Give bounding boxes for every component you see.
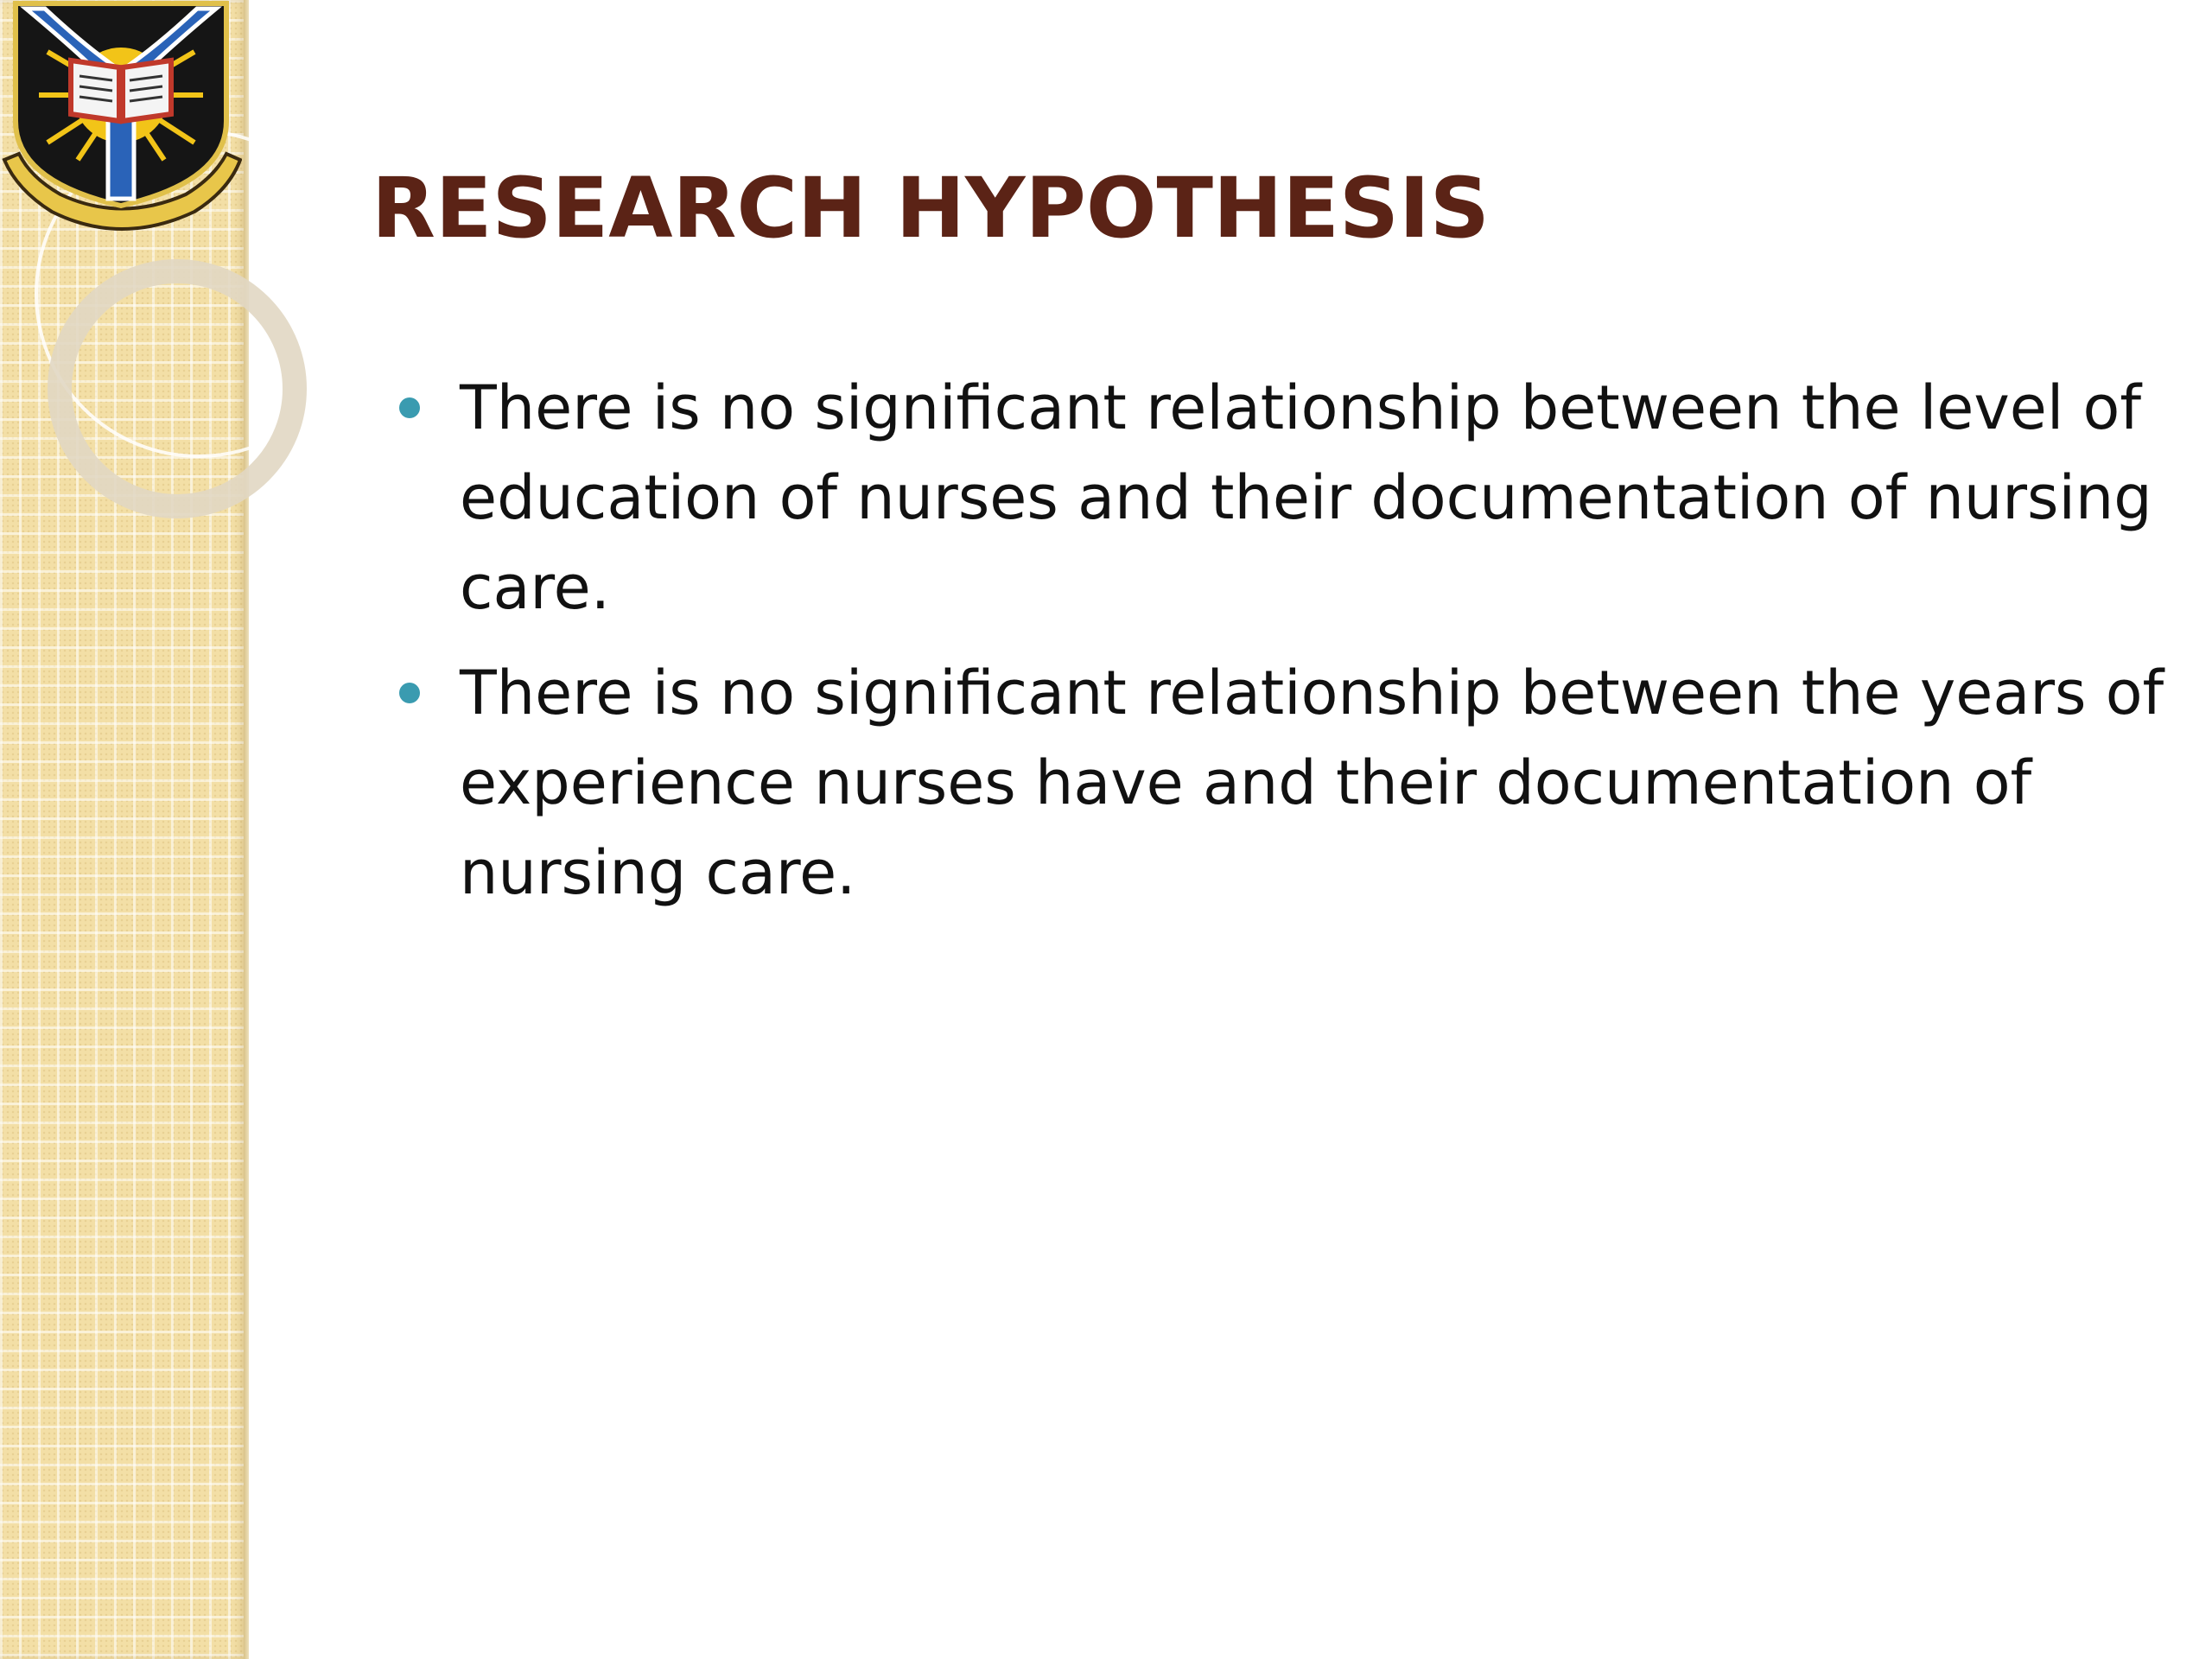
bullet-item [389, 648, 2169, 918]
university-crest-icon [0, 0, 242, 242]
bullet-list [389, 363, 2169, 933]
bullet-text: There is no significant relationship between the level of education of nurses and their documentation of nursing care. [460, 372, 2152, 623]
bullet-marker-icon [399, 397, 420, 418]
slide-title: RESEARCH HYPOTHESIS [372, 160, 1490, 257]
bullet-item [389, 363, 2169, 632]
bullet-marker-icon [399, 683, 420, 703]
bullet-text: There is no significant relationship between the years of experience nurses have and their documentation of nursing care. [460, 658, 2164, 908]
decorative-ring-inner [48, 259, 307, 518]
